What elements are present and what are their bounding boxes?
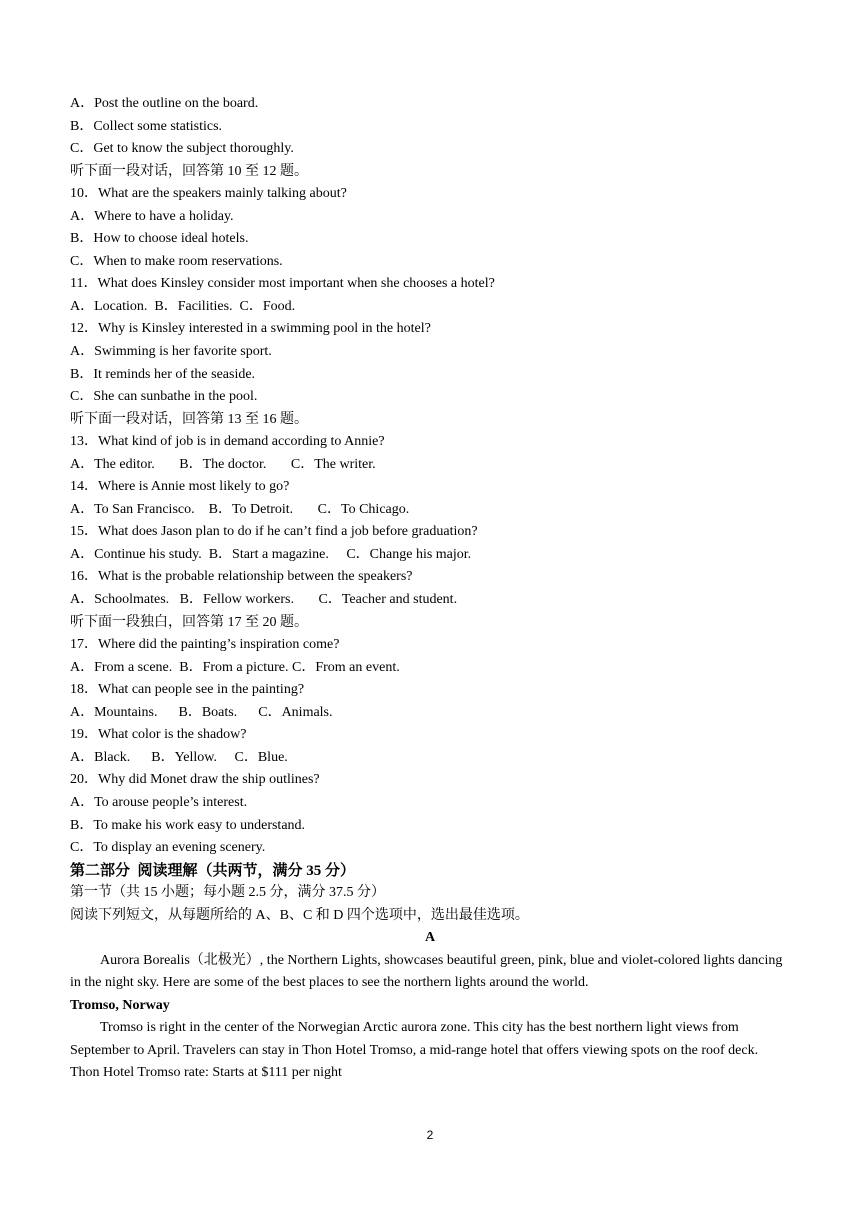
passage-heading: Tromso, Norway [70, 997, 170, 1013]
question-line: A．Location. B．Facilities. C．Food. [70, 298, 296, 314]
question-line: A．To San Francisco. B．To Detroit. C．To Chicago. [70, 501, 410, 517]
question-line: C．When to make room reservations. [70, 253, 283, 269]
listening-questions [70, 93, 790, 860]
section-instruction: 阅读下列短文，从每题所给的 A、B、C 和 D 四个选项中，选出最佳选项。 [70, 907, 529, 923]
question-line: 10．What are the speakers mainly talking about? [70, 186, 347, 202]
section-subtitle: 第一节（共 15 小题；每小题 2.5 分，满分 37.5 分） [70, 885, 385, 901]
question-line: B．It reminds her of the seaside. [70, 366, 256, 382]
question-line: A．Swimming is her favorite sport. [70, 344, 272, 360]
page-number: 2 [426, 1128, 434, 1142]
question-line: 12．Why is Kinsley interested in a swimming pool in the hotel? [70, 321, 431, 337]
passage-body: Tromso is right in the center of the Norwegian Arctic aurora zone. This city has the best northern light views from September to April. Travelers can stay in Thon Hotel Tromso, a mid-range hotel that offers viewing spots on the roof deck. [70, 1020, 759, 1058]
question-line: 14．Where is Annie most likely to go? [70, 479, 290, 495]
passage-label: A [424, 930, 436, 946]
question-line: A．To arouse people’s interest. [70, 794, 248, 810]
question-line: 17．Where did the painting’s inspiration come? [70, 637, 340, 653]
question-line: 听下面一段对话，回答第 10 至 12 题。 [70, 163, 308, 179]
question-line: C．Get to know the subject thoroughly. [70, 141, 294, 157]
passage-intro: Aurora Borealis（北极光）, the Northern Lights, showcases beautiful green, pink, blue and violet-colored lights dancing in the night sky. Here are some of the best places to see the northern lights around the world. [70, 952, 783, 991]
question-line: 15．What does Jason plan to do if he can’t find a job before graduation? [70, 524, 478, 540]
question-line: 11．What does Kinsley consider most important when she chooses a hotel? [70, 276, 495, 292]
question-line: A．From a scene. B．From a picture. C．From an event. [70, 659, 400, 675]
question-line: B．To make his work easy to understand. [70, 817, 306, 833]
question-line: A．Continue his study. B．Start a magazine. C．Change his major. [70, 546, 472, 562]
question-line: A．Mountains. B．Boats. C．Animals. [70, 704, 333, 720]
hotel-rate: Thon Hotel Tromso rate: Starts at $111 per night [70, 1065, 342, 1081]
question-line: 16．What is the probable relationship between the speakers? [70, 569, 413, 585]
question-line: B．How to choose ideal hotels. [70, 231, 249, 247]
document-page [70, 93, 790, 1085]
question-line: A．The editor. B．The doctor. C．The writer. [70, 456, 376, 472]
question-line: C．She can sunbathe in the pool. [70, 389, 258, 405]
question-line: A．Where to have a holiday. [70, 208, 234, 224]
question-line: 听下面一段独白，回答第 17 至 20 题。 [70, 614, 308, 630]
question-line: 听下面一段对话，回答第 13 至 16 题。 [70, 411, 308, 427]
question-line: B．Collect some statistics. [70, 118, 223, 134]
question-line: 20．Why did Monet draw the ship outlines? [70, 772, 320, 788]
question-line: 18．What can people see in the painting? [70, 682, 305, 698]
question-line: A．Schoolmates. B．Fellow workers. C．Teacher and student. [70, 592, 458, 608]
question-line: 19．What color is the shadow? [70, 727, 247, 743]
question-line: A．Post the outline on the board. [70, 96, 259, 111]
question-line: 13．What kind of job is in demand according to Annie? [70, 434, 385, 450]
question-line: C．To display an evening scenery. [70, 840, 266, 856]
question-line: A．Black. B．Yellow. C．Blue. [70, 749, 288, 765]
section-title: 第二部分 阅读理解（共两节，满分 35 分） [70, 862, 356, 879]
